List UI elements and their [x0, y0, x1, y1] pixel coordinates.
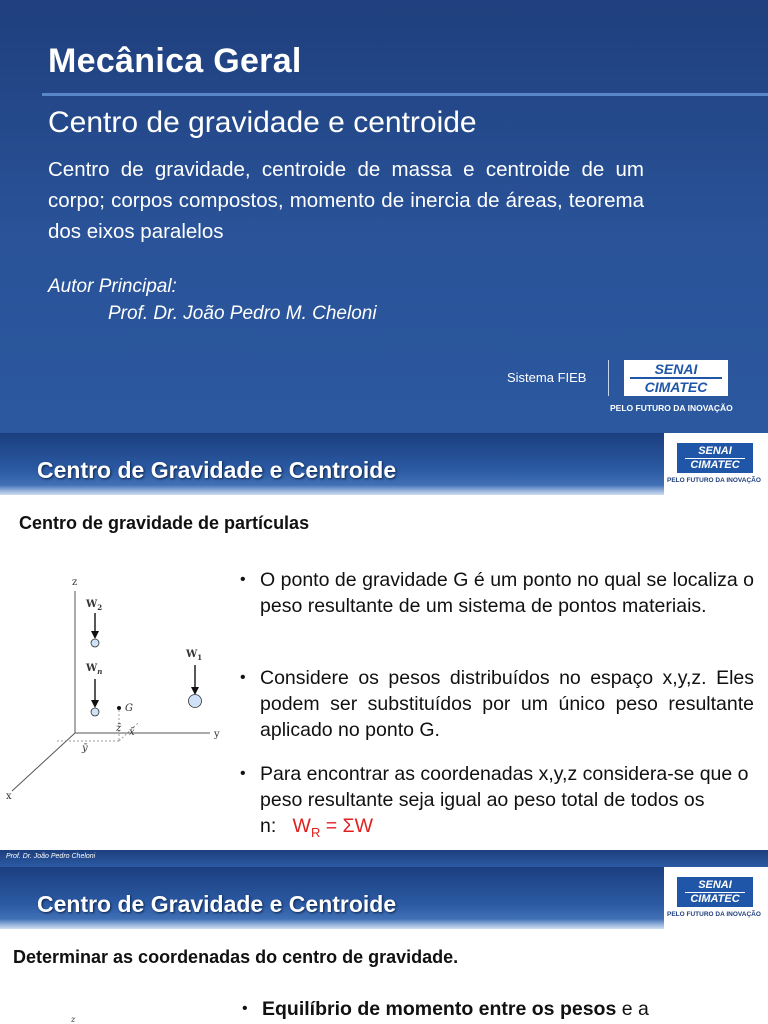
- logo-tagline: PELO FUTURO DA INOVAÇÃO: [667, 911, 761, 918]
- w1-particle: [189, 695, 202, 708]
- bullet-with-formula: [238, 761, 754, 846]
- wn-label: $W_n$: [86, 663, 103, 676]
- senai-cimatec-logo: [677, 877, 753, 907]
- senai-cimatec-logo: [624, 360, 728, 396]
- slide-header: [0, 867, 768, 929]
- header-logo-card: [664, 867, 768, 929]
- bullet-item: [240, 996, 754, 1022]
- g-point: [117, 706, 121, 710]
- section-heading: Centro de gravidade de partículas: [19, 513, 310, 533]
- slide-header: [0, 433, 768, 495]
- z-axis-label: z: [72, 577, 78, 588]
- senai-cimatec-logo: [677, 443, 753, 473]
- logo-line-cimatec: CIMATEC: [644, 379, 708, 395]
- bullet-text: • O ponto de gravidade G é um ponto no qual se localiza o peso resultante de um sistema de pontos materiais.: [238, 567, 754, 619]
- header-logo-card: [664, 433, 768, 495]
- slide-header-title: Centro de Gravidade e Centroide: [37, 891, 397, 917]
- ybar-label: ȳ: [82, 743, 88, 754]
- sistema-fieb-label: Sistema FIEB: [507, 370, 587, 385]
- slide-header-title: Centro de Gravidade e Centroide: [37, 457, 397, 483]
- logo-line-senai: SENAI: [685, 446, 745, 459]
- bullet-rest-text: e a: [616, 998, 649, 1020]
- footer-author: Prof. Dr. João Pedro Cheloni: [6, 853, 96, 860]
- logo-line-senai: SENAI: [685, 880, 745, 893]
- w2-arrowhead: [91, 631, 99, 639]
- title-divider: [42, 93, 768, 96]
- bullet-text: [240, 996, 754, 1022]
- bullet-item: [238, 761, 754, 846]
- lesson-subtitle: Centro de gravidade e centroide: [48, 106, 477, 139]
- particle-system-diagram: [0, 573, 230, 803]
- bullet-item: [238, 567, 754, 619]
- logo-tagline: PELO FUTURO DA INOVAÇÃO: [610, 403, 733, 413]
- logo-line-cimatec: CIMATEC: [690, 458, 740, 471]
- bullet-bold-text: Equilíbrio de momento entre os pesos: [262, 998, 617, 1020]
- w2-label: $W_2$: [86, 599, 103, 612]
- lesson-description: Centro de gravidade, centroide de massa e centroide de um corpo; corpos compostos, momento de inercia de áreas, teorema dos eixos paralelos: [48, 158, 644, 243]
- z-axis-label: z: [71, 1015, 76, 1024]
- w2-particle: [91, 639, 99, 647]
- title-slide: [0, 0, 768, 433]
- wn-particle: [91, 708, 99, 716]
- slide-particles: [0, 433, 768, 867]
- logo-tagline: PELO FUTURO DA INOVAÇÃO: [667, 477, 761, 484]
- xbar-label: x̄: [129, 727, 135, 738]
- x-axis-label: x: [6, 791, 12, 802]
- section-heading: Determinar as coordenadas do centro de gravidade.: [13, 947, 459, 967]
- y-axis-label: y: [214, 729, 220, 740]
- wn-arrowhead: [91, 700, 99, 708]
- course-title: Mecânica Geral: [48, 42, 302, 80]
- zbar-label: z̄: [116, 723, 122, 734]
- author-label: Autor Principal:: [48, 276, 177, 297]
- slide-footer: [0, 850, 768, 867]
- bullet-text: Para encontrar as coordenadas x,y,z considera-se que o peso resultante seja igual ao peso total de todos os n:: [260, 763, 749, 837]
- resultant-weight-formula: $W_R = \Sigma W$: [292, 815, 374, 840]
- logo-line-cimatec: CIMATEC: [690, 892, 740, 905]
- g-label: G: [125, 703, 133, 714]
- x-axis: [12, 733, 75, 791]
- bullet-text: • Considere os pesos distribuídos no espaço x,y,z. Eles podem ser substituídos por um único peso resultante aplicado no ponto G.: [238, 665, 754, 743]
- w1-arrowhead: [191, 687, 199, 695]
- w1-label: $W_1$: [186, 649, 203, 662]
- logo-line-senai: SENAI: [630, 362, 722, 379]
- slide-coordinates: [0, 867, 768, 1024]
- author-name: Prof. Dr. João Pedro M. Cheloni: [108, 303, 377, 324]
- logo-separator: [608, 360, 609, 396]
- bullet-item: [238, 665, 754, 743]
